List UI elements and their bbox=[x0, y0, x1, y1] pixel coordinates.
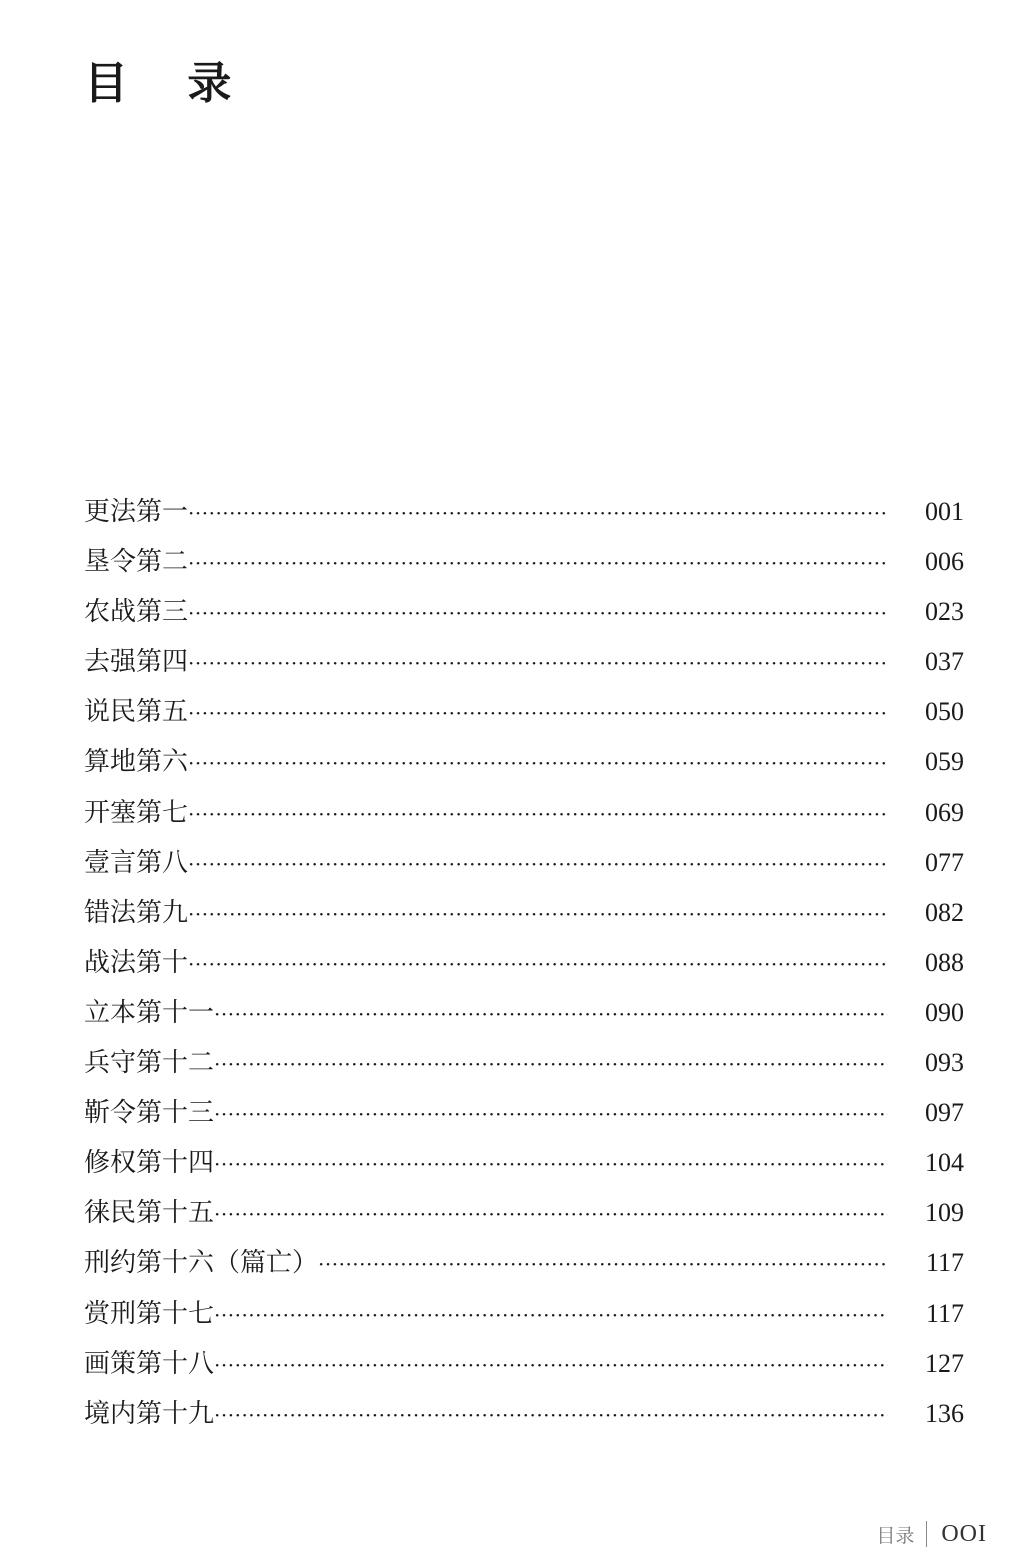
toc-entry-title: 更法第一 bbox=[84, 497, 189, 527]
toc-dot-leader bbox=[318, 1241, 888, 1286]
toc-entry-title: 徕民第十五 bbox=[84, 1198, 215, 1229]
toc-dot-leader bbox=[214, 1342, 888, 1387]
toc-entry-page: 006 bbox=[925, 547, 964, 577]
toc-entry-title: 说民第五 bbox=[84, 697, 189, 728]
toc-entry[interactable] bbox=[84, 1191, 964, 1241]
footer-section-label: 目录 bbox=[876, 1524, 915, 1547]
toc-entry-page: 117 bbox=[925, 1298, 964, 1328]
footer-page-number: OOI bbox=[941, 1520, 987, 1547]
toc-entry-title: 算地第六 bbox=[84, 747, 189, 778]
toc-entry[interactable] bbox=[84, 791, 964, 841]
toc-dot-leader bbox=[214, 1091, 888, 1136]
toc-entry-page: 097 bbox=[925, 1098, 964, 1128]
toc-entry-page: 127 bbox=[925, 1348, 964, 1378]
toc-entry[interactable] bbox=[84, 1091, 964, 1141]
toc-dot-leader bbox=[188, 891, 888, 936]
toc-entry-page: 082 bbox=[925, 897, 964, 927]
page-footer bbox=[876, 1518, 987, 1550]
toc-entry-page: 088 bbox=[925, 947, 964, 977]
toc-dot-leader bbox=[188, 640, 888, 685]
toc-entry-page: 093 bbox=[925, 1048, 964, 1078]
toc-entry-title: 去强第四 bbox=[84, 647, 189, 678]
toc-entry-title: 农战第三 bbox=[84, 597, 189, 628]
toc-dot-leader bbox=[188, 690, 888, 735]
toc-entry-page: 109 bbox=[925, 1198, 964, 1228]
toc-entry-title: 垦令第二 bbox=[84, 547, 189, 578]
toc-entry[interactable] bbox=[84, 490, 964, 540]
toc-entry-title: 开塞第七 bbox=[84, 797, 189, 828]
toc-dot-leader bbox=[214, 1392, 888, 1437]
toc-entry[interactable] bbox=[84, 1041, 964, 1091]
toc-dot-leader bbox=[188, 590, 888, 635]
toc-entry-page: 136 bbox=[925, 1398, 964, 1428]
toc-entry-page: 050 bbox=[925, 697, 964, 727]
toc-dot-leader bbox=[188, 740, 888, 785]
toc-entry[interactable] bbox=[84, 590, 964, 640]
toc-entry[interactable] bbox=[84, 841, 964, 891]
page-title: 目 录 bbox=[84, 58, 254, 109]
toc-entry-page: 001 bbox=[925, 497, 964, 526]
toc-entry-title: 境内第十九 bbox=[84, 1398, 215, 1429]
toc-entry[interactable] bbox=[84, 891, 964, 941]
toc-entry-page: 069 bbox=[925, 797, 964, 827]
toc-entry-title: 画策第十八 bbox=[84, 1348, 215, 1379]
toc-dot-leader bbox=[214, 1191, 888, 1236]
toc-entry-title: 立本第十一 bbox=[84, 997, 215, 1028]
toc-entry[interactable] bbox=[84, 1241, 964, 1291]
toc-entry-title: 刑约第十六（篇亡） bbox=[84, 1248, 319, 1279]
toc-entry[interactable] bbox=[84, 640, 964, 690]
toc-entry-title: 修权第十四 bbox=[84, 1148, 215, 1179]
toc-entry-page: 117 bbox=[925, 1248, 964, 1278]
toc-dot-leader bbox=[188, 540, 888, 585]
toc-dot-leader bbox=[214, 1141, 888, 1186]
toc-dot-leader bbox=[214, 1041, 888, 1086]
footer-divider bbox=[926, 1521, 927, 1547]
toc-entry[interactable] bbox=[84, 540, 964, 590]
toc-entry-title: 兵守第十二 bbox=[84, 1048, 215, 1079]
toc-dot-leader bbox=[188, 941, 888, 986]
toc-dot-leader bbox=[214, 991, 888, 1036]
toc-dot-leader bbox=[214, 1292, 888, 1337]
toc-entry-title: 战法第十 bbox=[84, 947, 189, 978]
toc-entry[interactable] bbox=[84, 1292, 964, 1342]
toc-entry[interactable] bbox=[84, 740, 964, 790]
toc-entry-title: 错法第九 bbox=[84, 897, 189, 928]
toc-entry-page: 023 bbox=[925, 597, 964, 627]
toc-dot-leader bbox=[188, 490, 888, 535]
toc-entry-title: 靳令第十三 bbox=[84, 1098, 215, 1129]
toc-entry-page: 090 bbox=[925, 997, 964, 1027]
toc-entry-title: 赏刑第十七 bbox=[84, 1298, 215, 1329]
toc-entry[interactable] bbox=[84, 1392, 964, 1442]
toc-dot-leader bbox=[188, 841, 888, 886]
table-of-contents bbox=[84, 490, 964, 1442]
toc-entry-page: 104 bbox=[925, 1148, 964, 1178]
toc-entry[interactable] bbox=[84, 941, 964, 991]
toc-entry[interactable] bbox=[84, 690, 964, 740]
toc-entry-page: 059 bbox=[925, 747, 964, 777]
toc-dot-leader bbox=[188, 791, 888, 836]
toc-entry[interactable] bbox=[84, 1141, 964, 1191]
toc-entry[interactable] bbox=[84, 1342, 964, 1392]
toc-entry-page: 037 bbox=[925, 647, 964, 677]
toc-entry[interactable] bbox=[84, 991, 964, 1041]
toc-entry-title: 壹言第八 bbox=[84, 847, 189, 878]
toc-entry-page: 077 bbox=[925, 847, 964, 877]
